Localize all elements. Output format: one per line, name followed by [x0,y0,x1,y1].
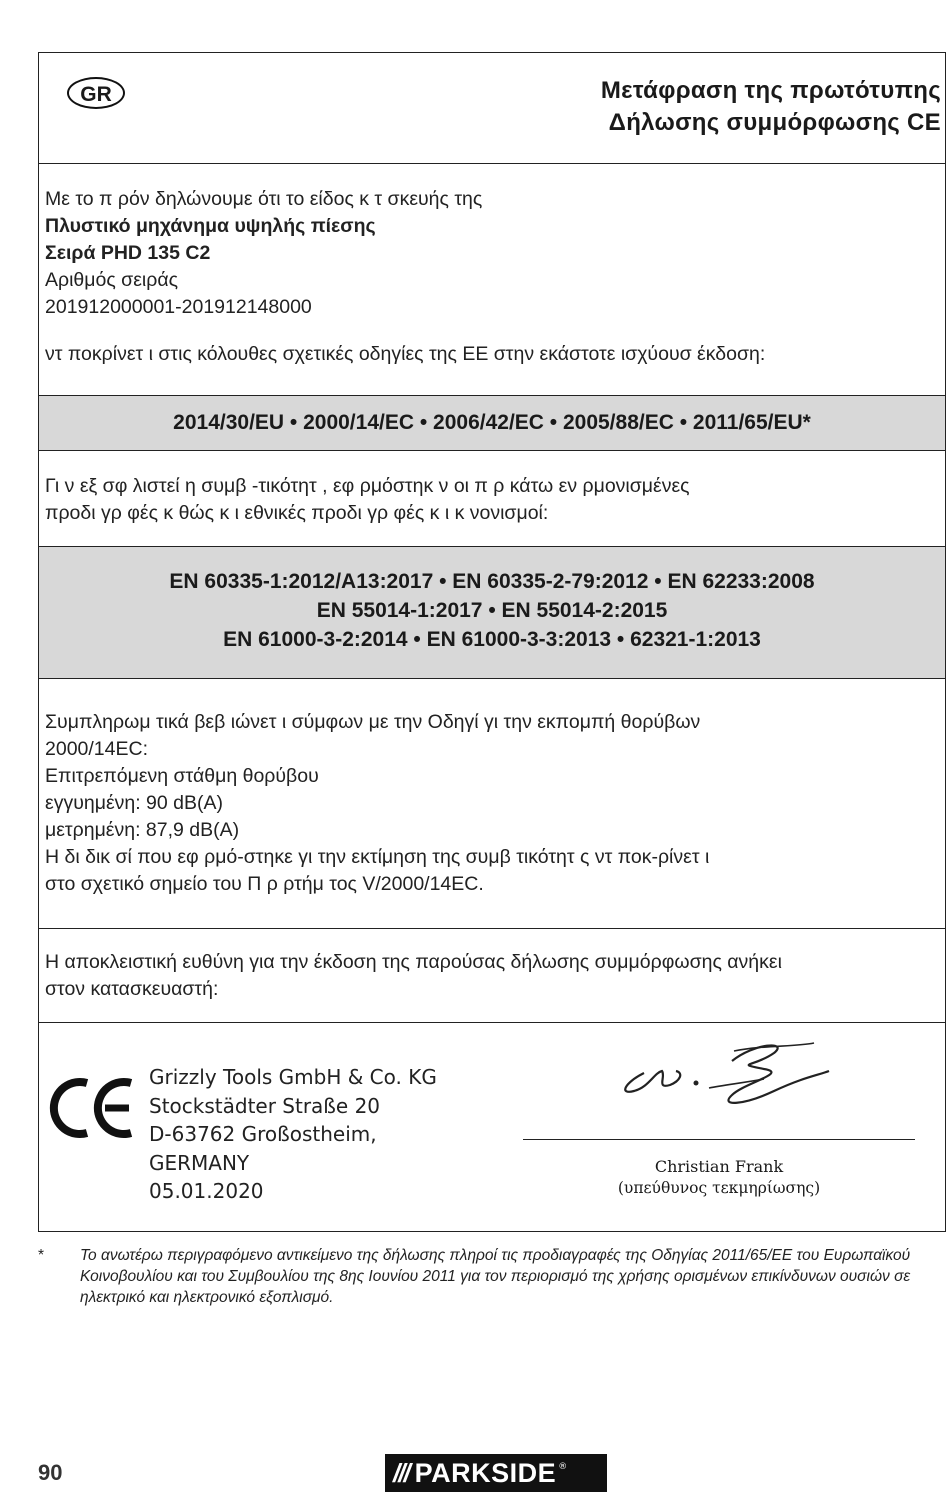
standards-line-2: EN 55014-1:2017 • EN 55014-2:2015 [316,599,668,622]
footnote-text: Το ανωτέρω περιγραφόμενο αντικείμενο της δήλωσης πληροί τις προδιαγραφές της Οδηγίας 2011/65/ΕΕ του Ευρωπαϊκού Κοινοβουλίου και του Συμβουλίου της 8ης Ιουνίου 2011 για τον περιορισμό της χρήσης ορισμένων επικίνδυνων ουσιών σε ηλεκτρικό και ηλεκτρονικό εξοπλισμό. [80,1247,911,1306]
noise-line-6: Η δι δικ σί που εφ ρμό-στηκε γι την εκτίμηση της συμβ τικότητ ς ντ ποκ-ρίνετ ι [45,846,710,868]
standards-intro-section [39,451,945,547]
noise-guaranteed: εγγυημένη: 90 dB(A) [45,792,224,814]
signatory-name: Christian Frank [654,1157,784,1176]
manufacturer-section [39,1023,945,1231]
intro-text [45,186,765,368]
noise-text [45,709,709,898]
manufacturer-name: Grizzly Tools GmbH & Co. KG [149,1065,437,1089]
standards-intro-line-2: προδι γρ φές κ θώς κ ι εθνικές προδι γρ φές κ ι κ νονισμοί: [45,502,549,524]
product-series: Σειρά PHD 135 C2 [45,242,211,264]
noise-line-2: 2000/14EC: [45,738,148,760]
intro-section [39,164,945,396]
page-title [601,75,941,139]
declaration-date: 05.01.2020 [149,1179,264,1203]
noise-measured: μετρημένη: 87,9 dB(A) [45,819,240,841]
directives-list: 2014/30/EU • 2000/14/EC • 2006/42/EC • 2005/88/EC • 2011/65/EU* [173,411,811,434]
noise-line-1: Συμπληρωμ τικά βεβ ιώνετ ι σύμφων με την Οδηγί γι την εκπομπή θορύβων [45,711,701,733]
intro-line: Με το π ρόν δηλώνουμε ότι το είδος κ τ σκευής της [45,188,483,210]
noise-section [39,679,945,929]
manufacturer-city: D-63762 Großostheim, [149,1122,377,1146]
serial-range: 201912000001-201912148000 [45,296,312,318]
responsibility-line-1: Η αποκλειστική ευθύνη για την έκδοση της παρούσας δήλωσης συμμόρφωσης ανήκει [45,951,782,973]
manufacturer-address [149,1063,437,1206]
logo-brand: PARKSIDE [414,1457,557,1488]
title-line-2: Δήλωσης συμμόρφωσης CE [608,109,941,136]
footnote-marker: * [38,1247,45,1264]
standards-section [39,547,945,679]
standards-line-3: EN 61000-3-2:2014 • EN 61000-3-3:2013 • 62321-1:2013 [223,628,761,651]
manufacturer-country: GERMANY [149,1150,250,1175]
compliance-line: ντ ποκρίνετ ι στις κόλουθες σχετικές οδηγίες της ΕΕ στην εκάστοτε ισχύουσ έκδοση: [45,343,766,365]
manufacturer-street: Stockstädter Straße 20 [149,1093,381,1118]
country-badge: GR [67,77,125,109]
signatory-role: (υπεύθυνος τεκμηρίωσης) [617,1179,821,1197]
ce-mark-icon [49,1075,133,1141]
signature-image [614,1033,834,1113]
product-name: Πλυστικό μηχάνημα υψηλής πίεσης [45,215,376,237]
standards-list [39,567,945,654]
noise-line-7: στο σχετικό σημείο του Π ρ ρτήμ τος V/2000/14EC. [45,873,484,895]
noise-line-3: Επιτρεπόμενη στάθμη θορύβου [45,765,319,787]
responsibility-line-2: στον κατασκευαστή: [45,978,219,1000]
declaration-frame [38,52,946,1232]
header-section [39,53,945,164]
standards-intro-line-1: Γι ν εξ σφ λιστεί η συμβ -τικότητ , εφ ρμόστηκ ν οι π ρ κάτω εν ρμονισμένες [45,475,690,497]
serial-label: Αριθμός σειράς [45,269,178,291]
standards-line-1: EN 60335-1:2012/A13:2017 • EN 60335-2-79:2012 • EN 62233:2008 [169,570,815,593]
standards-intro-text [45,473,690,527]
responsibility-section [39,929,945,1023]
logo-slashes: /// [393,1457,409,1488]
signature-line [523,1139,915,1140]
responsibility-text [45,949,782,1003]
title-line-1: Μετάφραση της πρωτότυπης [600,77,941,104]
parkside-logo [385,1454,607,1492]
logo-registered-mark: ® [558,1462,568,1472]
directives-section [39,396,945,451]
page-number: 90 [38,1460,63,1485]
